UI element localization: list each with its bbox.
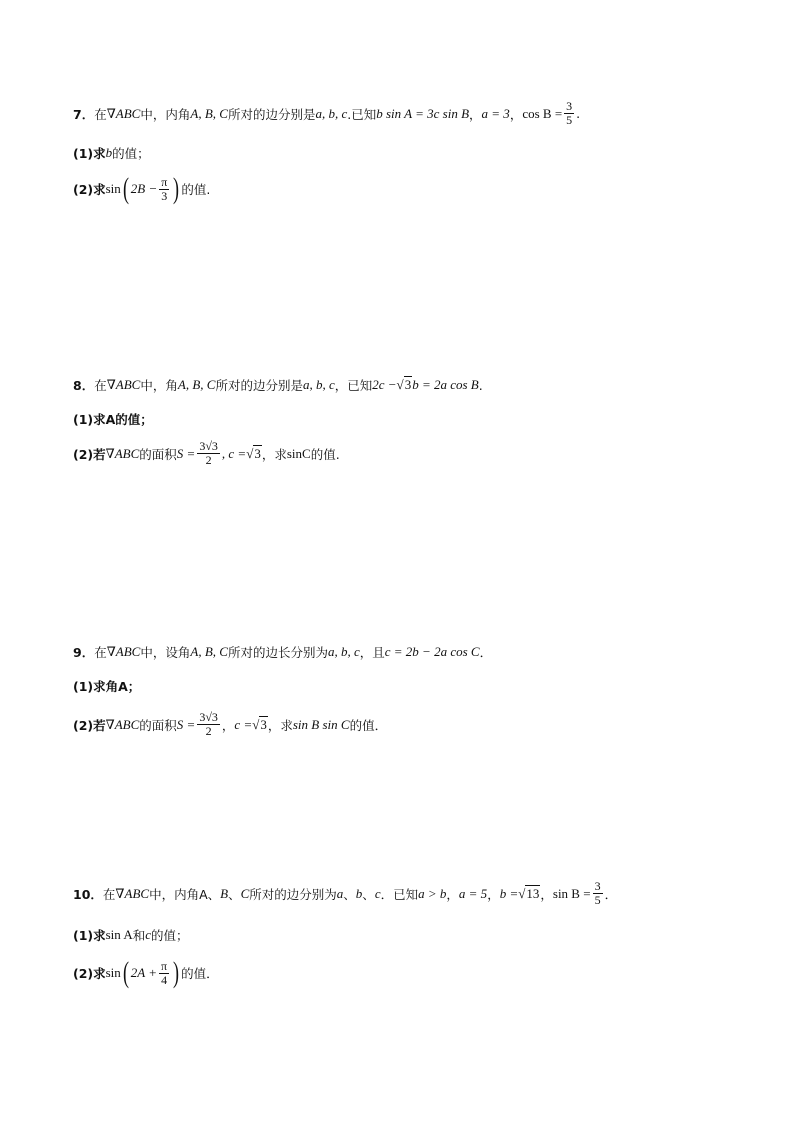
triangle-name: ABC bbox=[124, 885, 150, 901]
coefficient: 3 bbox=[199, 439, 206, 453]
angles: A, B, C bbox=[190, 644, 228, 659]
part-text: 的值. bbox=[181, 182, 211, 197]
fraction-denominator: 4 bbox=[161, 972, 168, 987]
question-8-part-1 bbox=[73, 410, 153, 428]
separator: ， bbox=[487, 886, 500, 902]
equation: a = 5 bbox=[458, 885, 488, 901]
part-text: 的面积 bbox=[139, 717, 177, 733]
question-number: 7． bbox=[73, 106, 95, 122]
square-root: √3 bbox=[252, 716, 267, 732]
equation: b sin A = 3c sin B bbox=[376, 105, 470, 121]
equation: c = 2b − 2a cos C bbox=[384, 644, 480, 659]
fraction bbox=[159, 960, 169, 987]
question-10-stem bbox=[73, 880, 617, 907]
square-root: √3 bbox=[246, 445, 261, 461]
radicand: 13 bbox=[526, 885, 540, 901]
part-text: 的值. bbox=[310, 446, 340, 462]
stem-text: ，且 bbox=[359, 645, 385, 660]
stem-text: 中，角 bbox=[140, 378, 178, 393]
fraction-denominator: 2 bbox=[205, 724, 212, 738]
triangle-name: ABC bbox=[114, 716, 140, 732]
triangle-symbol: ∇ bbox=[105, 716, 115, 732]
stem-text: 中，内角A、 bbox=[149, 886, 221, 902]
question-8-part-2 bbox=[73, 440, 340, 467]
stem-text: 所对的边长分别为 bbox=[227, 645, 328, 660]
question-7-stem bbox=[73, 100, 580, 127]
part-label: (1)求 bbox=[73, 146, 106, 161]
fraction bbox=[593, 880, 603, 907]
question-number: 8． bbox=[73, 378, 95, 393]
separator: ， bbox=[469, 106, 482, 122]
stem-text: 在 bbox=[94, 106, 107, 122]
question-10-part-2 bbox=[73, 958, 219, 988]
fraction-numerator: 3√3 bbox=[199, 439, 218, 453]
fraction bbox=[197, 711, 220, 738]
question-number: 10． bbox=[73, 886, 103, 902]
part-text: 的值； bbox=[112, 146, 150, 161]
question-number: 9． bbox=[73, 645, 95, 660]
expression: 2B − bbox=[130, 181, 158, 196]
fraction bbox=[197, 440, 220, 467]
separator: 、 bbox=[343, 886, 356, 902]
stem-text: ，已知 bbox=[334, 378, 373, 393]
question-9-part-1 bbox=[73, 677, 140, 695]
coefficient: 3 bbox=[199, 710, 206, 724]
part-text: 的值． bbox=[349, 717, 388, 733]
equation: sin B = bbox=[552, 885, 591, 901]
variable: b bbox=[105, 145, 113, 160]
square-root: √3 bbox=[396, 377, 412, 392]
fraction-numerator: 3 bbox=[594, 879, 601, 893]
part-label: (2)若 bbox=[73, 446, 106, 462]
fraction-denominator: 3 bbox=[161, 188, 168, 203]
part-text: 的面积 bbox=[139, 446, 177, 462]
triangle-symbol: ∇ bbox=[106, 377, 116, 392]
part-label: (2)若 bbox=[73, 717, 106, 733]
separator: ， bbox=[446, 886, 459, 902]
side-a: a bbox=[336, 885, 344, 901]
angle-c: C bbox=[240, 885, 250, 901]
question-9-stem bbox=[73, 643, 492, 661]
period: . bbox=[478, 377, 483, 393]
area-symbol: S = bbox=[176, 716, 196, 732]
radicand: 3 bbox=[404, 377, 412, 392]
fraction bbox=[159, 176, 169, 203]
stem-text: 中，内角 bbox=[140, 106, 191, 122]
fraction-numerator: 3√3 bbox=[199, 710, 218, 724]
question-9-part-2 bbox=[73, 711, 387, 738]
angles: A, B, C bbox=[190, 105, 228, 121]
equation: c = bbox=[234, 716, 253, 732]
sides: a, b, c bbox=[327, 644, 360, 659]
part-label: (2)求 bbox=[73, 182, 106, 197]
stem-text: .已知 bbox=[347, 106, 377, 122]
part-text: (1)求角A； bbox=[73, 679, 141, 694]
triangle-symbol: ∇ bbox=[115, 885, 125, 901]
question-7-part-1 bbox=[73, 144, 150, 162]
fraction-denominator: 5 bbox=[594, 893, 601, 907]
stem-text: 、 bbox=[228, 886, 241, 902]
fraction bbox=[564, 100, 574, 127]
radicand: 3 bbox=[260, 716, 267, 732]
part-text: 的值． bbox=[181, 966, 219, 981]
function-name: sin bbox=[105, 181, 121, 196]
part-label: (1)求 bbox=[73, 928, 106, 943]
part-text: ，求 bbox=[261, 446, 287, 462]
fraction-denominator: 2 bbox=[205, 453, 212, 467]
part-text: ，求 bbox=[267, 717, 293, 733]
expression: 2A + bbox=[130, 965, 158, 980]
fraction-numerator: π bbox=[161, 958, 168, 973]
part-label: (2)求 bbox=[73, 966, 106, 981]
triangle-name: ABC bbox=[114, 445, 140, 461]
stem-text: 所对的边分别为 bbox=[249, 886, 337, 902]
stem-text: 在 bbox=[102, 886, 116, 902]
separator: ， bbox=[509, 106, 523, 122]
part-text: (1)求A的值； bbox=[73, 412, 153, 427]
period: ． bbox=[604, 886, 618, 902]
triangle-name: ABC bbox=[115, 644, 141, 659]
triangle-symbol: ∇ bbox=[105, 445, 115, 461]
stem-text: 所对的边分别是 bbox=[215, 378, 303, 393]
equation: b = bbox=[499, 885, 519, 901]
question-7-part-2 bbox=[73, 174, 210, 204]
equation: cos B = bbox=[522, 105, 563, 121]
radicand: 3 bbox=[211, 439, 218, 453]
part-text: 的值； bbox=[151, 928, 189, 943]
question-8-stem bbox=[73, 376, 483, 394]
equation: , c = bbox=[221, 445, 247, 461]
expression: sinC bbox=[286, 445, 311, 461]
left-paren: ( bbox=[122, 956, 129, 989]
stem-text: ．已知 bbox=[380, 886, 419, 902]
variable: c bbox=[145, 927, 152, 942]
separator: ， bbox=[540, 886, 553, 902]
question-10-part-1 bbox=[73, 926, 189, 944]
angles: A, B, C bbox=[177, 377, 216, 392]
equation: b = 2a cos B bbox=[412, 377, 479, 392]
inequality: a > b bbox=[418, 885, 447, 901]
triangle-symbol: ∇ bbox=[106, 105, 116, 121]
stem-text: 所对的边分别是 bbox=[227, 106, 316, 122]
triangle-name: ABC bbox=[115, 377, 141, 392]
part-text: 和 bbox=[132, 928, 146, 943]
expression: sin A bbox=[105, 927, 133, 942]
side-c: c bbox=[374, 885, 381, 901]
sides: a, b, c bbox=[302, 377, 335, 392]
stem-text: 在 bbox=[94, 378, 107, 393]
area-symbol: S = bbox=[176, 445, 196, 461]
right-paren: ) bbox=[173, 172, 180, 205]
fraction-denominator: 5 bbox=[566, 113, 573, 127]
triangle-name: ABC bbox=[115, 105, 141, 121]
fraction-numerator: 3 bbox=[566, 99, 573, 113]
side-b: b bbox=[355, 885, 363, 901]
angle-b: B bbox=[220, 885, 229, 901]
period: . bbox=[576, 106, 581, 121]
sides: a, b, c bbox=[315, 105, 348, 121]
separator: ， bbox=[221, 717, 235, 733]
radicand: 3 bbox=[211, 710, 218, 724]
right-paren: ) bbox=[173, 956, 180, 989]
triangle-symbol: ∇ bbox=[106, 644, 116, 659]
separator: 、 bbox=[362, 886, 375, 902]
equation: 2c − bbox=[372, 377, 397, 392]
period: ． bbox=[479, 645, 493, 660]
expression: sin B sin C bbox=[292, 716, 350, 732]
stem-text: 中，设角 bbox=[140, 645, 191, 660]
square-root: √13 bbox=[518, 885, 540, 901]
equation: a = 3 bbox=[481, 105, 510, 121]
function-name: sin bbox=[105, 965, 121, 980]
fraction-numerator: π bbox=[161, 174, 168, 189]
left-paren: ( bbox=[122, 172, 129, 205]
radicand: 3 bbox=[254, 445, 261, 461]
stem-text: 在 bbox=[94, 645, 107, 660]
